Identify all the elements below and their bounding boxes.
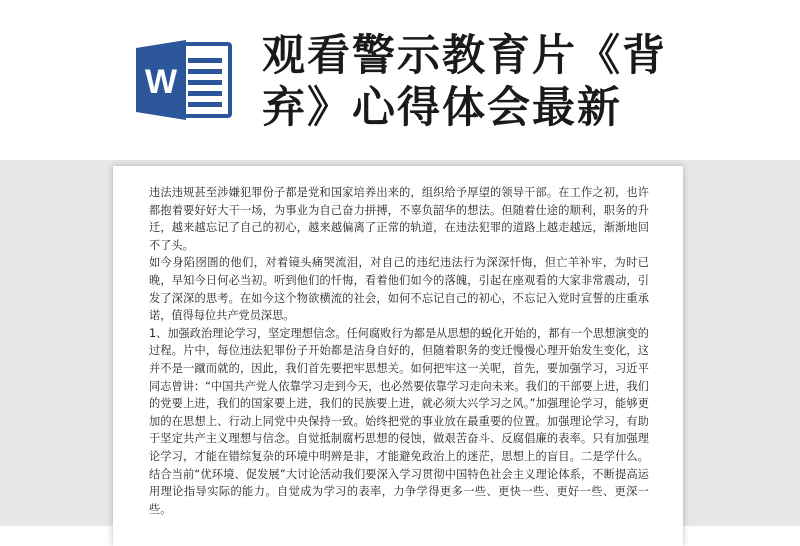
page-title: 观看警示教育片《背弃》心得体会最新 (262, 31, 667, 133)
header-banner (0, 0, 800, 160)
paragraph: 违法违规甚至涉嫌犯罪份子都是党和国家培养出来的，组织给予厚望的领导干部。在工作之初，也许都抱着要好好大干一场，为事业为自己奋力拼搏，不辜负韶华的想法。但随着仕途的顺利，职务的升迁，越来越忘记了自己的初心，越来越偏离了正常的轨道，在违法犯罪的道路上越走越远，渐渐地回不了头。 (149, 186, 649, 252)
paragraph: 如今身陷囹圄的他们，对着镜头痛哭流泪，对自己的违纪违法行为深深忏悔，但亡羊补牢，为时已晚，早知今日何必当初。听到他们的忏悔，看着他们如今的落魄，引起在座观看的大家非常震动，引发了深深的思考。在如今这个物欲横流的社会，如何不忘记自己的初心，不忘记入党时宣誓的庄重承诺，值得每位共产党员深思。 (149, 256, 649, 323)
word-document-icon (136, 38, 234, 122)
document-page (113, 166, 683, 546)
document-body (149, 184, 649, 518)
word-icon-letter: W (144, 63, 178, 101)
paragraph: 1、加强政治理论学习，坚定理想信念。任何腐败行为都是从思想的蜕化开始的，都有一个思想演变的过程。片中，每位违法犯罪份子开始都是洁身自好的，但随着职务的变迁慢慢心理开始发生变化，这并不是一蹴而就的，因此，我们首先要把牢思想关。如何把牢这一关呢，首先，要加强学习，习近平同志曾讲：“中国共产党人依靠学习走到今天，也必然要依靠学习走向未来。我们的干部要上进，我们的党要上进，我们的国家要上进，我们的民族要上进，就必须大兴学习之风。”加强理论学习，能够更加的在思想上、行动上同党中央保持一致。始终把党的事业放在最重要的位置。加强理论学习，有助于坚定共产主义理想与信念。自觉抵制腐朽思想的侵蚀，做艰苦奋斗、反腐倡廉的表率。只有加强理论学习，才能在错综复杂的环境中明辨是非，才能避免政治上的迷茫，思想上的盲目。二是学什么。结合当前“优环境、促发展”大讨论活动我们要深入学习贯彻中国特色社会主义理论体系，不断提高运用理论指导实际的能力。自觉成为学习的表率，力争学得更多一些、更快一些、更好一些、更深一些。 (149, 326, 649, 516)
